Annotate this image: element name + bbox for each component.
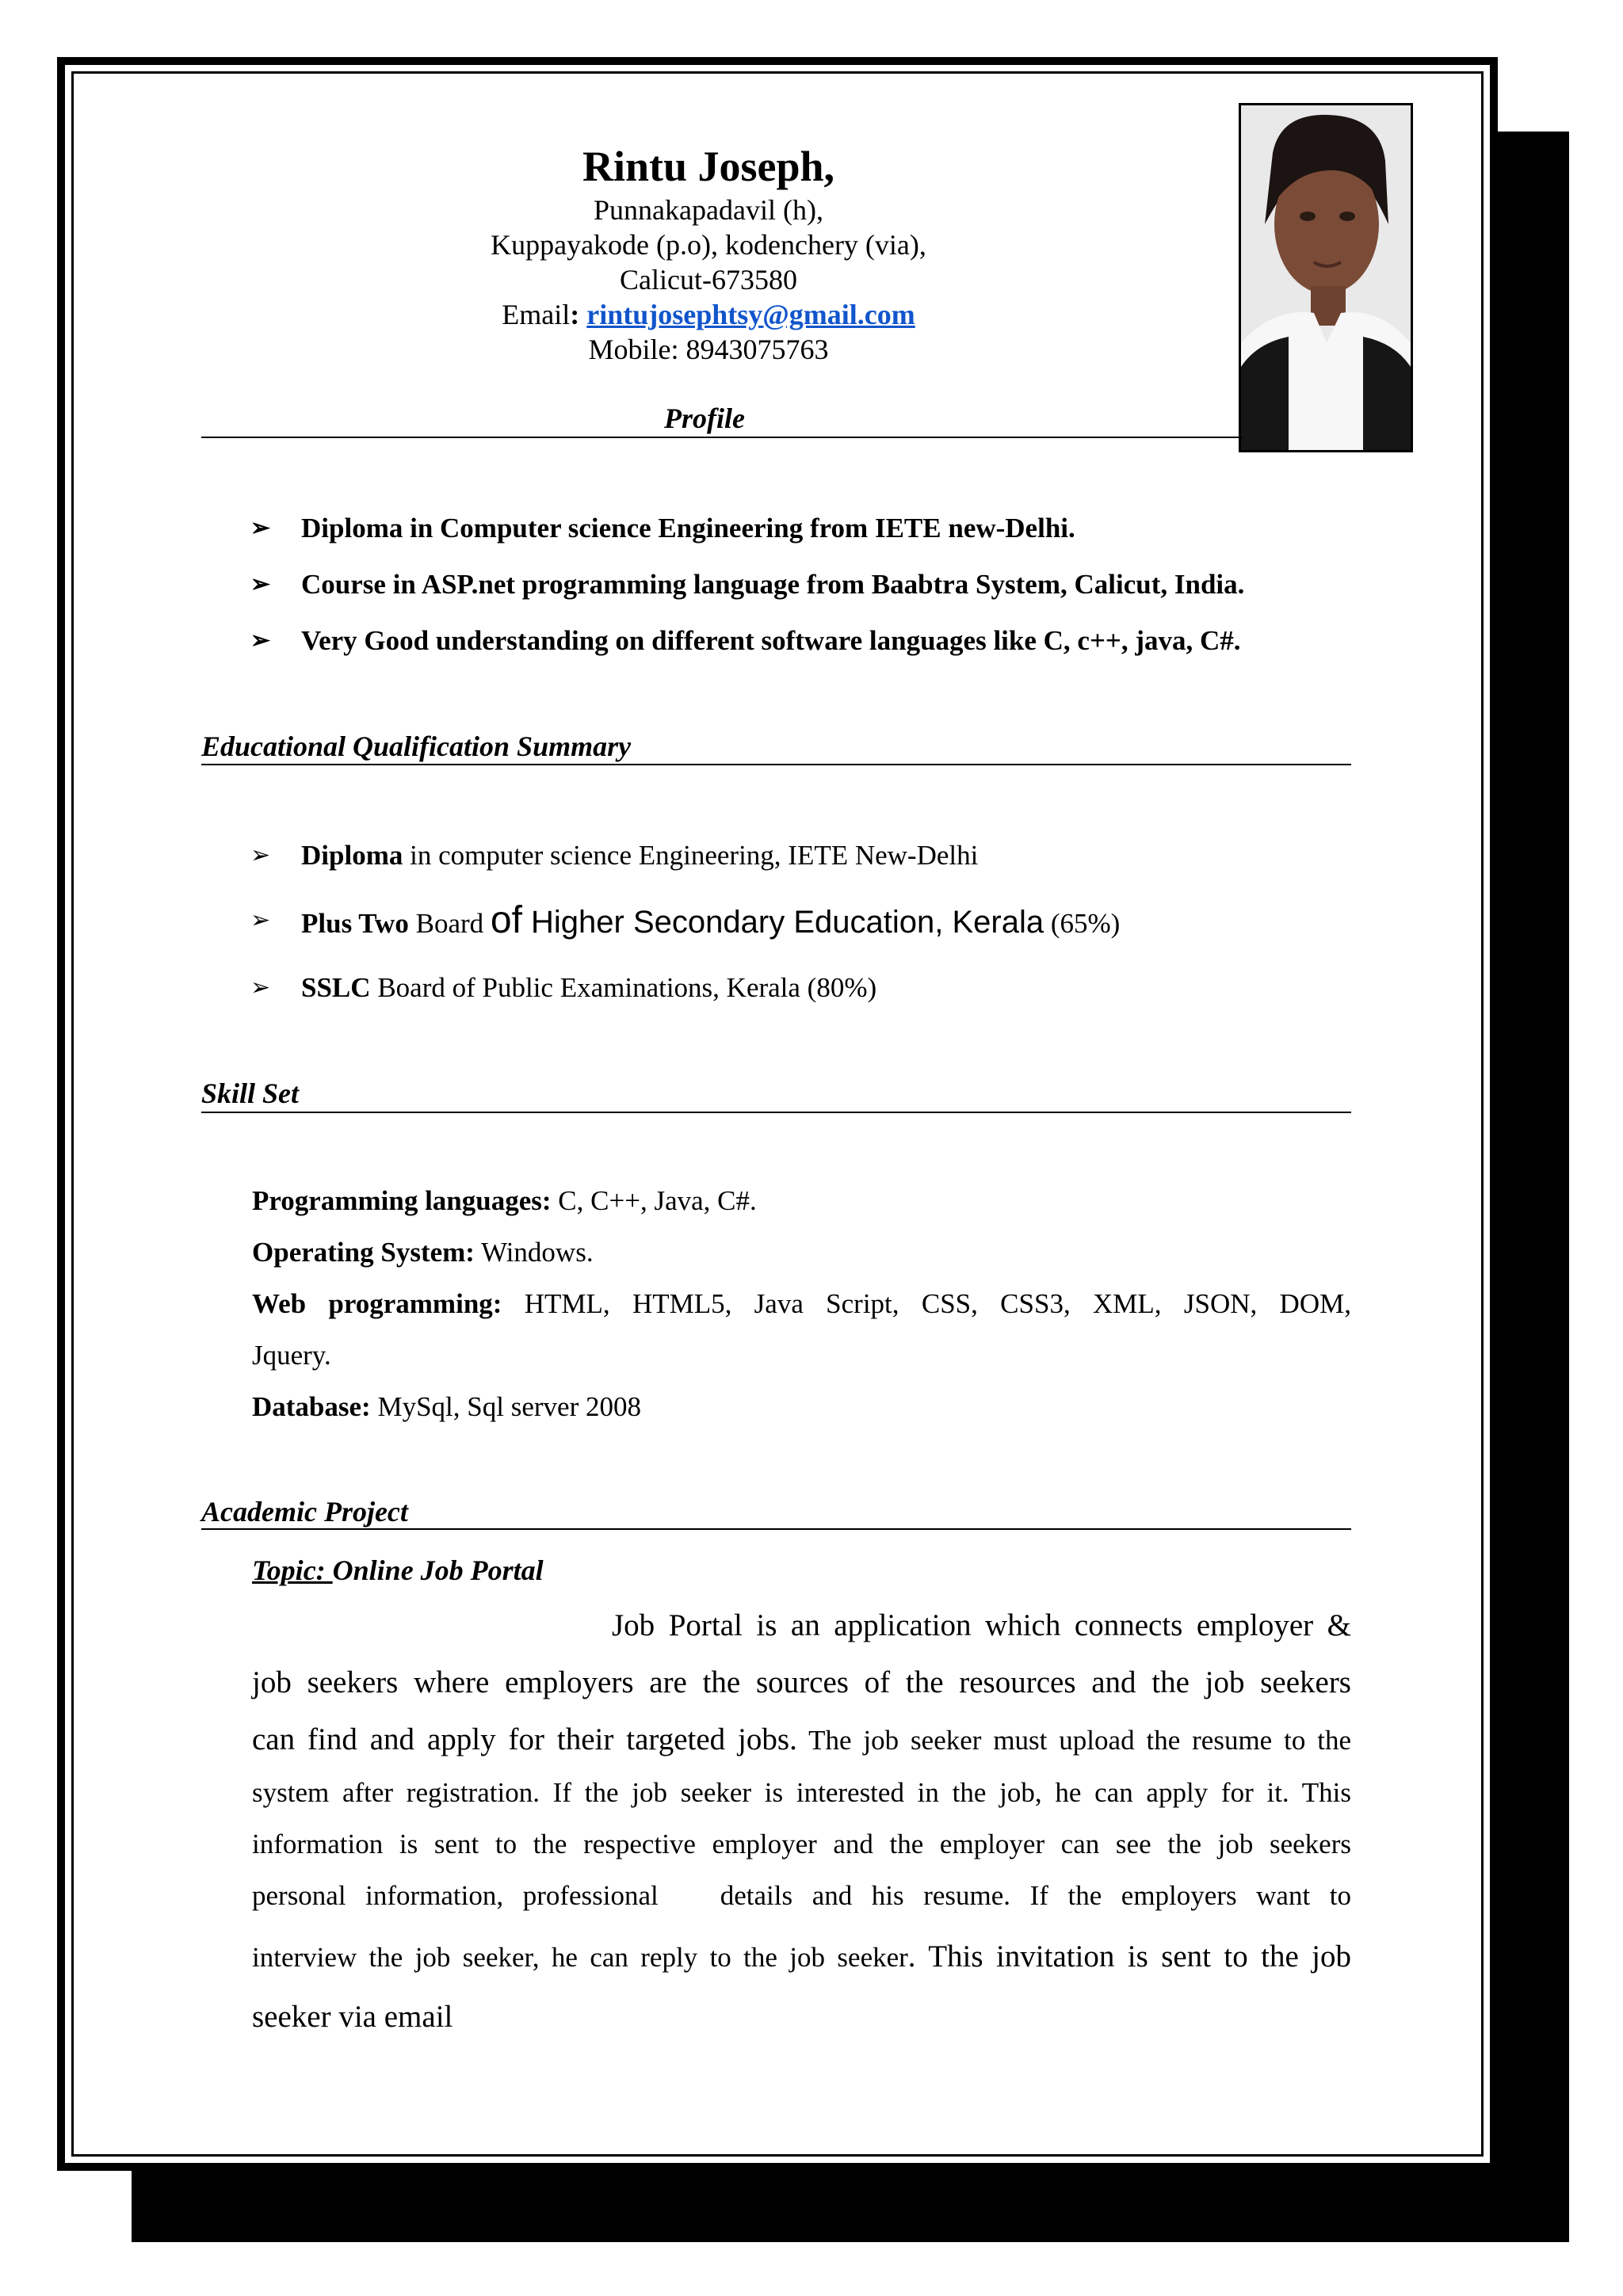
education-rule [201,764,1351,765]
project-description-line: personal information, professional details and his resume. If the employers want to [252,1880,1351,1911]
mobile-number: Mobile: 8943075763 [588,334,829,365]
project-description-line: interview the job seeker, he can reply to the job seeker. This invitation is sent to the job [252,1939,1351,1974]
section-title-education: Educational Qualification Summary [201,730,632,762]
profile-photo-image [1241,105,1411,450]
section-title-profile: Profile [664,402,745,434]
email-colon: : [570,299,580,330]
skill-database: Database: MySql, Sql server 2008 [252,1391,641,1422]
project-description-line: seeker via email [252,2000,453,2034]
profile-rule [201,437,1243,438]
skill-os: Operating System: Windows. [252,1237,594,1268]
arrow-bullet-icon: ➢ [250,571,271,597]
project-description-line: job seekers where employers are the sources of the resources and the job seekers [252,1665,1351,1699]
project-description-line: can find and apply for their targeted jobs. The job seeker must upload the resume to the [252,1722,1351,1756]
arrow-bullet-icon: ➢ [250,907,271,933]
profile-photo [1239,103,1413,452]
skill-web: Web programming: HTML, HTML5, Java Script, CSS, CSS3, XML, JSON, DOM, [252,1288,1351,1319]
skills-rule [201,1112,1351,1113]
arrow-bullet-icon: ➢ [250,974,271,1001]
section-title-project: Academic Project [201,1496,408,1527]
skill-programming: Programming languages: C, C++, Java, C#. [252,1185,757,1216]
skill-web-continued: Jquery. [252,1340,331,1371]
email-label: Email [502,299,571,330]
address-line-2: Kuppayakode (p.o), kodenchery (via), [491,229,926,261]
project-description-line: system after registration. If the job seeker is interested in the job, he can apply for it. This [252,1777,1351,1808]
candidate-name: Rintu Joseph, [582,143,835,190]
email-link[interactable]: rintujosephtsy@gmail.com [586,299,915,330]
arrow-bullet-icon: ➢ [250,842,271,868]
address-line-3: Calicut-673580 [620,264,797,296]
arrow-bullet-icon: ➢ [250,515,271,541]
project-topic: Topic: Online Job Portal [252,1554,544,1586]
project-description-line: Job Portal is an application which connects employer & [612,1608,1351,1642]
section-title-skills: Skill Set [201,1077,300,1109]
address-line-1: Punnakapadavil (h), [594,194,823,226]
email-line [200,297,1217,332]
project-rule [201,1528,1351,1530]
arrow-bullet-icon: ➢ [250,627,271,654]
project-description-line: information is sent to the respective employer and the employer can see the job seekers [252,1829,1351,1859]
